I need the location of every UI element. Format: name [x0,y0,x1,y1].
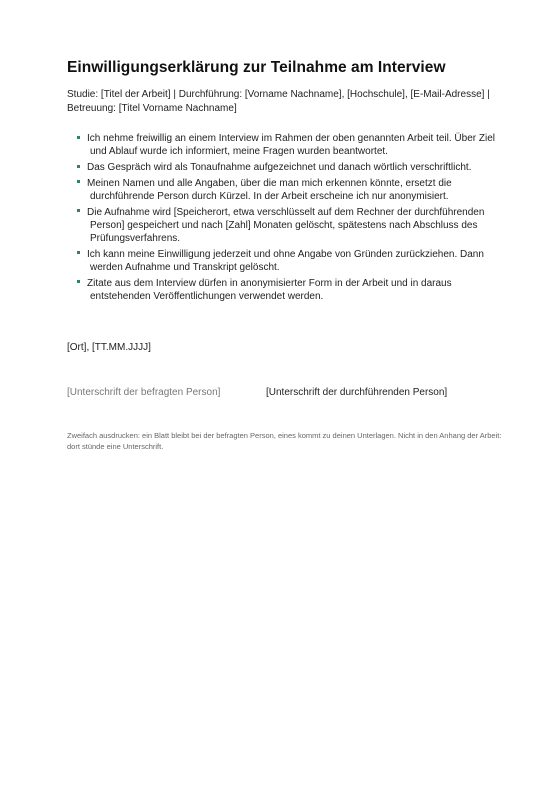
bullet-icon [77,209,80,212]
list-item-text: Das Gespräch wird als Tonaufnahme aufgezeichnet und danach wörtlich verschriftlicht. [87,161,472,173]
list-item-text: Meinen Namen und alle Angaben, über die man mich erkennen könnte, ersetzt die durchführende Person durch Kürzel. In der Arbeit erscheine ich nur anonymisiert. [87,177,452,202]
bullet-icon [77,165,80,168]
place-date: [Ort], [TT.MM.JJJJ] [67,342,151,353]
bullet-icon [77,136,80,139]
bullet-icon [77,180,80,183]
list-item [67,177,512,203]
consent-form [67,58,512,451]
bullet-icon [77,280,80,283]
print-note: Zweifach ausdrucken: ein Blatt bleibt bei der befragten Person, eines kommt zu deinen Unterlagen. Nicht in den Anhang der Arbeit: dort stünde eine Unterschrift. [67,431,502,451]
list-item [67,277,512,303]
list-item-text: Ich kann meine Einwilligung jederzeit und ohne Angabe von Gründen zurückziehen. Dann werden Aufnahme und Transkript gelöscht. [87,248,484,273]
study-meta: Studie: [Titel der Arbeit] | Durchführung: [Vorname Nachname], [Hochschule], [E-Mail-Adresse] | Betreuung: [Titel Vorname Nachname] [67,89,490,114]
list-item-text: Die Aufnahme wird [Speicherort, etwa verschlüsselt auf dem Rechner der durchführenden Person] gespeichert und nach [Zahl] Monaten gelöscht, spätestens nach Abschluss des Prüfungsverfahrens. [87,206,485,244]
interviewer-signature: [Unterschrift der durchführenden Person] [266,387,448,398]
list-item-text: Ich nehme freiwillig an einem Interview im Rahmen der oben genannten Arbeit teil. Über Ziel und Ablauf wurde ich informiert, meine Fragen wurden beantwortet. [87,133,495,158]
bullet-icon [77,251,80,254]
participant-signature: [Unterschrift der befragten Person] [67,387,221,398]
list-item [67,132,512,158]
page-title: Einwilligungserklärung zur Teilnahme am Interview [67,59,446,76]
list-item-text: Zitate aus dem Interview dürfen in anonymisierter Form in der Arbeit und in daraus entstehenden Veröffentlichungen verwendet werden. [87,277,452,302]
list-item [67,248,512,274]
consent-list [67,132,512,303]
list-item [67,161,512,174]
list-item [67,206,512,246]
